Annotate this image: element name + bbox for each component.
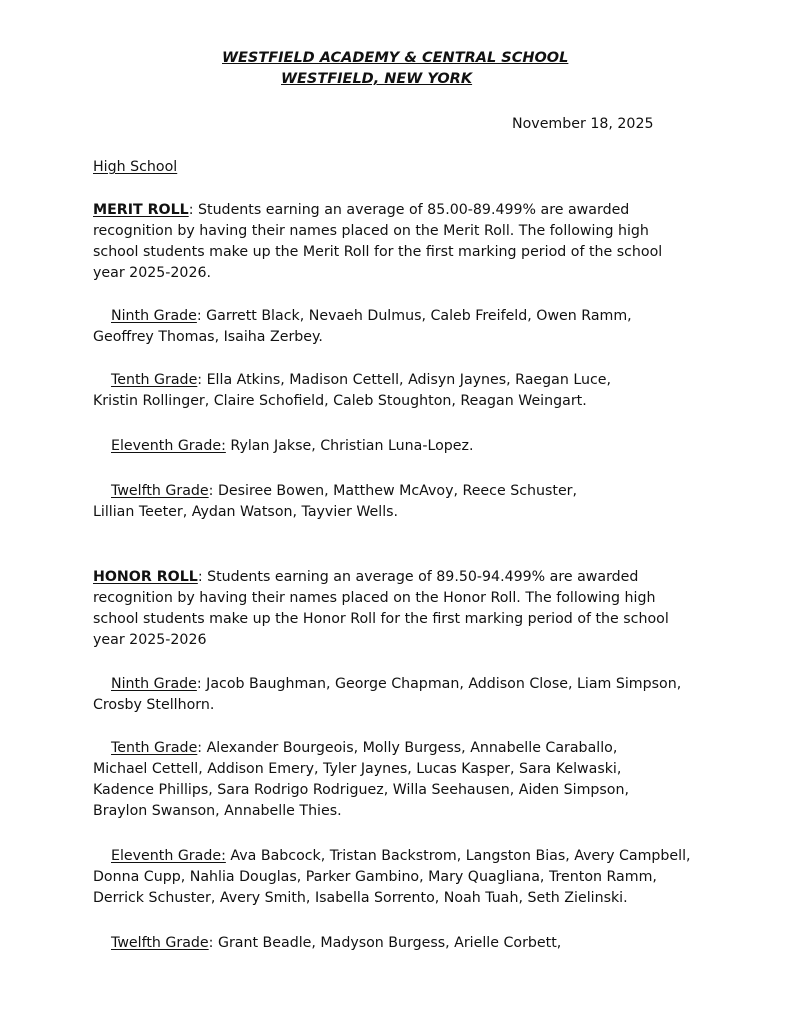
merit-intro-text: recognition by having their names placed on the Merit Roll. The following high bbox=[93, 223, 649, 239]
honor-eleventh-grade-line bbox=[93, 888, 628, 908]
student-names: Michael Cettell, Addison Emery, Tyler Jaynes, Lucas Kasper, Sara Kelwaski, bbox=[93, 761, 622, 777]
merit-twelfth-grade-line bbox=[93, 502, 398, 522]
merit-intro-line bbox=[93, 221, 649, 241]
merit-tenth-grade-line bbox=[93, 391, 587, 411]
student-names: Ava Babcock, Tristan Backstrom, Langston Bias, Avery Campbell, bbox=[230, 848, 691, 864]
school-location: WESTFIELD, NEW YORK bbox=[281, 71, 473, 87]
honor-intro-line: HONOR ROLL: Students earning an average of 89.50-94.499% are awarded bbox=[93, 569, 639, 585]
student-names: Grant Beadle, Madyson Burgess, Arielle Corbett, bbox=[217, 935, 562, 951]
honor-intro-text: Students earning an average of 89.50-94.499% are awarded bbox=[207, 569, 639, 585]
merit-intro-line: MERIT ROLL: Students earning an average of 85.00-89.499% are awarded bbox=[93, 202, 630, 218]
honor-eleventh-grade-line bbox=[111, 846, 691, 866]
student-names: Kadence Phillips, Sara Rodrigo Rodriguez, Willa Seehausen, Aiden Simpson, bbox=[93, 782, 629, 798]
school-name: WESTFIELD ACADEMY & CENTRAL SCHOOL bbox=[222, 50, 569, 66]
student-names: Desiree Bowen, Matthew McAvoy, Reece Schuster, bbox=[217, 483, 578, 499]
merit-intro-line bbox=[93, 242, 662, 262]
honor-tenth-grade-line bbox=[93, 801, 342, 821]
eleventh-grade-label: Eleventh Grade: bbox=[111, 438, 226, 454]
honor-tenth-grade-line: Tenth Grade: Alexander Bourgeois, Molly Burgess, Annabelle Caraballo, bbox=[111, 740, 618, 756]
merit-intro-line bbox=[93, 263, 211, 283]
student-names: Lillian Teeter, Aydan Watson, Tayvier Wells. bbox=[93, 504, 399, 520]
student-names: Donna Cupp, Nahlia Douglas, Parker Gambino, Mary Quagliana, Trenton Ramm, bbox=[93, 869, 657, 885]
honor-eleventh-grade-line bbox=[93, 867, 657, 887]
student-names: Braylon Swanson, Annabelle Thies. bbox=[93, 803, 342, 819]
student-names: Ella Atkins, Madison Cettell, Adisyn Jaynes, Raegan Luce, bbox=[206, 372, 612, 388]
merit-ninth-grade-line: Ninth Grade: Garrett Black, Nevaeh Dulmus, Caleb Freifeld, Owen Ramm, bbox=[111, 308, 632, 324]
student-names: Alexander Bourgeois, Molly Burgess, Annabelle Caraballo, bbox=[206, 740, 618, 756]
student-names: Jacob Baughman, George Chapman, Addison Close, Liam Simpson, bbox=[206, 676, 682, 692]
honor-intro-text: year 2025-2026 bbox=[93, 632, 207, 648]
honor-tenth-grade-line bbox=[93, 780, 629, 800]
twelfth-grade-label: Twelfth Grade bbox=[111, 483, 209, 499]
merit-tenth-grade-line: Tenth Grade: Ella Atkins, Madison Cettell, Adisyn Jaynes, Raegan Luce, bbox=[111, 372, 612, 388]
honor-intro-line bbox=[93, 630, 207, 650]
merit-heading: MERIT ROLL bbox=[93, 202, 189, 218]
eleventh-grade-label: Eleventh Grade: bbox=[111, 848, 226, 864]
honor-heading: HONOR ROLL bbox=[93, 569, 198, 585]
honor-intro-text: school students make up the Honor Roll for the first marking period of the school bbox=[93, 611, 669, 627]
document-date: November 18, 2025 bbox=[512, 116, 654, 132]
merit-eleventh-grade-line bbox=[111, 436, 473, 456]
merit-intro-text: year 2025-2026. bbox=[93, 265, 212, 281]
merit-twelfth-grade-line: Twelfth Grade: Desiree Bowen, Matthew McAvoy, Reece Schuster, bbox=[111, 483, 578, 499]
twelfth-grade-label: Twelfth Grade bbox=[111, 935, 209, 951]
student-names: Derrick Schuster, Avery Smith, Isabella Sorrento, Noah Tuah, Seth Zielinski. bbox=[93, 890, 628, 906]
honor-intro-line bbox=[93, 588, 655, 608]
student-names: Geoffrey Thomas, Isaiha Zerbey. bbox=[93, 329, 323, 345]
honor-ninth-grade-line bbox=[93, 695, 214, 715]
merit-ninth-grade-line bbox=[93, 327, 323, 347]
ninth-grade-label: Ninth Grade bbox=[111, 308, 197, 324]
honor-tenth-grade-line bbox=[93, 759, 621, 779]
honor-intro-text: recognition by having their names placed on the Honor Roll. The following high bbox=[93, 590, 656, 606]
ninth-grade-label: Ninth Grade bbox=[111, 676, 197, 692]
tenth-grade-label: Tenth Grade bbox=[111, 372, 198, 388]
honor-ninth-grade-line: Ninth Grade: Jacob Baughman, George Chapman, Addison Close, Liam Simpson, bbox=[111, 676, 682, 692]
student-names: Crosby Stellhorn. bbox=[93, 697, 215, 713]
merit-intro-text: Students earning an average of 85.00-89.499% are awarded bbox=[198, 202, 630, 218]
student-names: Garrett Black, Nevaeh Dulmus, Caleb Freifeld, Owen Ramm, bbox=[206, 308, 632, 324]
tenth-grade-label: Tenth Grade bbox=[111, 740, 198, 756]
student-names: Rylan Jakse, Christian Luna-Lopez. bbox=[230, 438, 474, 454]
honor-intro-line bbox=[93, 609, 669, 629]
student-names: Kristin Rollinger, Claire Schofield, Caleb Stoughton, Reagan Weingart. bbox=[93, 393, 587, 409]
section-heading: High School bbox=[93, 159, 178, 175]
honor-twelfth-grade-line: Twelfth Grade: Grant Beadle, Madyson Burgess, Arielle Corbett, bbox=[111, 935, 562, 951]
merit-intro-text: school students make up the Merit Roll for the first marking period of the school bbox=[93, 244, 663, 260]
